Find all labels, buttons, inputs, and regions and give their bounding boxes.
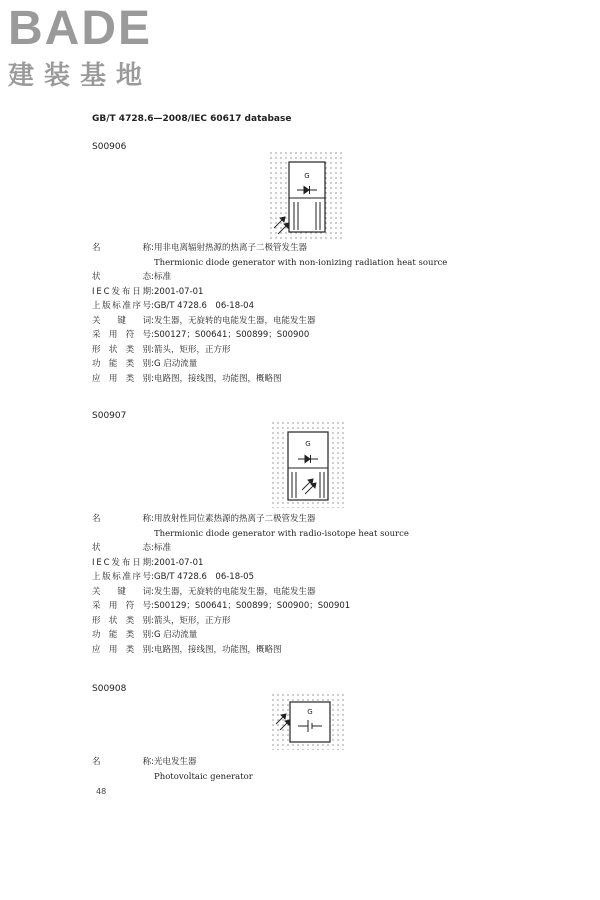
label-shape-class: 形 状 类 别: (92, 344, 154, 355)
label-application-class: 应 用 类 别: (92, 644, 154, 655)
label-iec-date: I E C 发 布 日 期: (92, 286, 154, 297)
label-symbols-used: 采 用 符 号: (92, 601, 154, 611)
symbols-used-value: S00127；S00641；S00899；S00900 (154, 330, 310, 340)
application-class-value: 电路图，接线图，功能图，概略图 (154, 373, 282, 384)
label-function-class: 功 能 类 别: (92, 630, 154, 640)
label-application-class: 应 用 类 别: (92, 373, 154, 384)
name-en: Thermionic diode generator with non-ionizing radiation heat source (154, 257, 448, 268)
entry-s00907 (92, 512, 522, 657)
status-value: 标准 (154, 272, 172, 282)
symbol-s00906 (270, 152, 344, 240)
entry-code: S00908 (92, 684, 127, 694)
symbol-letter: G (307, 708, 313, 716)
bade-logo (8, 4, 152, 92)
label-name: 名 称: (92, 514, 154, 524)
name-cn: 用放射性同位素热源的热离子二极管发生器 (154, 514, 316, 524)
name-cn: 用非电离辐射热源的热离子二极管发生器 (154, 243, 308, 253)
symbol-letter: G (305, 440, 311, 448)
prev-std-value: GB/T 4728.6 06-18-05 (154, 572, 254, 582)
label-shape-class: 形 状 类 别: (92, 615, 154, 626)
label-name: 名 称: (92, 243, 154, 253)
name-cn: 光电发生器 (154, 757, 197, 767)
name-en: Thermionic diode generator with radio-isotope heat source (154, 528, 409, 539)
keywords-value: 发生器，无旋转的电能发生器，电能发生器 (154, 315, 316, 326)
application-class-value: 电路图，接线图，功能图，概略图 (154, 644, 282, 655)
symbol-letter: G (304, 172, 310, 180)
entry-s00906 (92, 241, 522, 386)
label-prev-std: 上 版 标 准 序 号: (92, 301, 154, 311)
label-keywords: 关 键 词: (92, 315, 154, 326)
shape-class-value: 箭头，矩形，正方形 (154, 344, 231, 355)
keywords-value: 发生器，无旋转的电能发生器，电能发生器 (154, 586, 316, 597)
iec-date-value: 2001-07-01 (154, 286, 204, 297)
document-header: GB/T 4728.6—2008/IEC 60617 database (92, 114, 292, 124)
label-prev-std: 上 版 标 准 序 号: (92, 572, 154, 582)
entry-s00908 (92, 755, 522, 784)
label-name: 名 称: (92, 757, 154, 767)
entry-code: S00907 (92, 411, 127, 421)
name-en: Photovoltaic generator (154, 771, 253, 782)
label-iec-date: I E C 发 布 日 期: (92, 557, 154, 568)
label-keywords: 关 键 词: (92, 586, 154, 597)
status-value: 标准 (154, 543, 172, 553)
symbols-used-value: S00129；S00641；S00899；S00900；S00901 (154, 601, 351, 611)
logo-subtitle: 建装基地 (8, 61, 153, 91)
logo-wordmark: BADE (8, 2, 153, 55)
symbol-s00907 (272, 422, 344, 508)
label-status: 状 态: (92, 272, 154, 282)
function-class-value: G 启动流量 (154, 630, 198, 640)
label-status: 状 态: (92, 543, 154, 553)
page-number: 48 (96, 787, 107, 796)
symbol-s00908 (272, 694, 344, 750)
prev-std-value: GB/T 4728.6 06-18-04 (154, 301, 254, 311)
shape-class-value: 箭头，矩形，正方形 (154, 615, 231, 626)
label-symbols-used: 采 用 符 号: (92, 330, 154, 340)
function-class-value: G 启动流量 (154, 359, 198, 369)
entry-code: S00906 (92, 142, 127, 152)
iec-date-value: 2001-07-01 (154, 557, 204, 568)
label-function-class: 功 能 类 别: (92, 359, 154, 369)
